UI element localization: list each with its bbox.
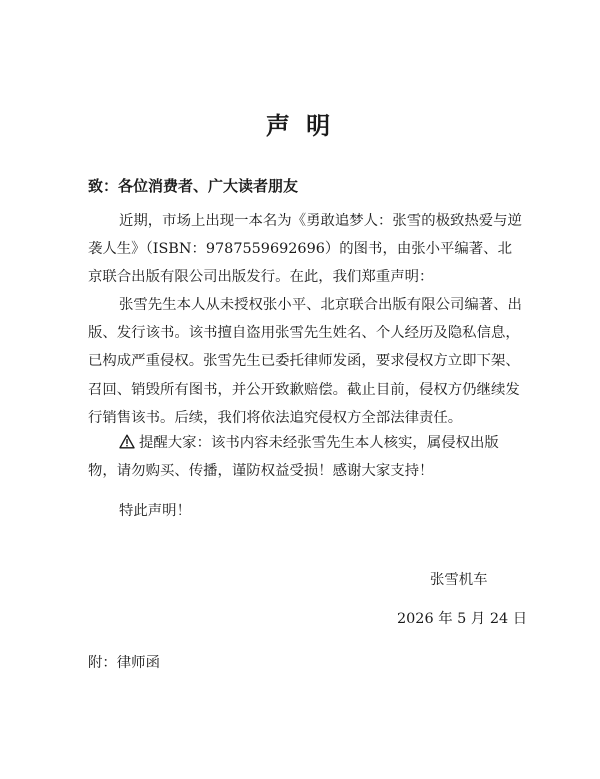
reminder-paragraph (88, 429, 524, 485)
document-title: 声 明 (265, 111, 335, 140)
warning-triangle-icon (119, 431, 135, 446)
signer-name: 张雪机车 (430, 572, 488, 588)
paragraph-declaration: 张雪先生本人从未授权张小平、北京联合出版有限公司编著、出版、发行该书。该书擅自盗用张雪先生姓名、个人经历及隐私信息，已构成严重侵权。张雪先生已委托律师发函，要求侵权方立即下架、召回、销毁所有图书，并公开致歉赔偿。截止目前，侵权方仍继续发行销售该书。后续，我们将依法追究侵权方全部法律责任。 (88, 297, 522, 426)
addressee-line: 致：各位消费者、广大读者朋友 (88, 177, 299, 195)
closing-line: 特此声明！ (119, 503, 191, 519)
reminder-text: 提醒大家：该书内容未经张雪先生本人核实，属侵权出版物，请勿购买、传播，谨防权益受损！感谢大家支持！ (88, 435, 499, 480)
attachment-note: 附：律师函 (88, 655, 160, 671)
paragraph-intro: 近期，市场上出现一本名为《勇敢追梦人：张雪的极致热爱与逆袭人生》（ISBN：9787559692696）的图书，由张小平编著、北京联合出版有限公司出版发行。在此，我们郑重声明： (88, 213, 522, 286)
statement-date: 2026 年 5 月 24 日 (397, 611, 528, 627)
